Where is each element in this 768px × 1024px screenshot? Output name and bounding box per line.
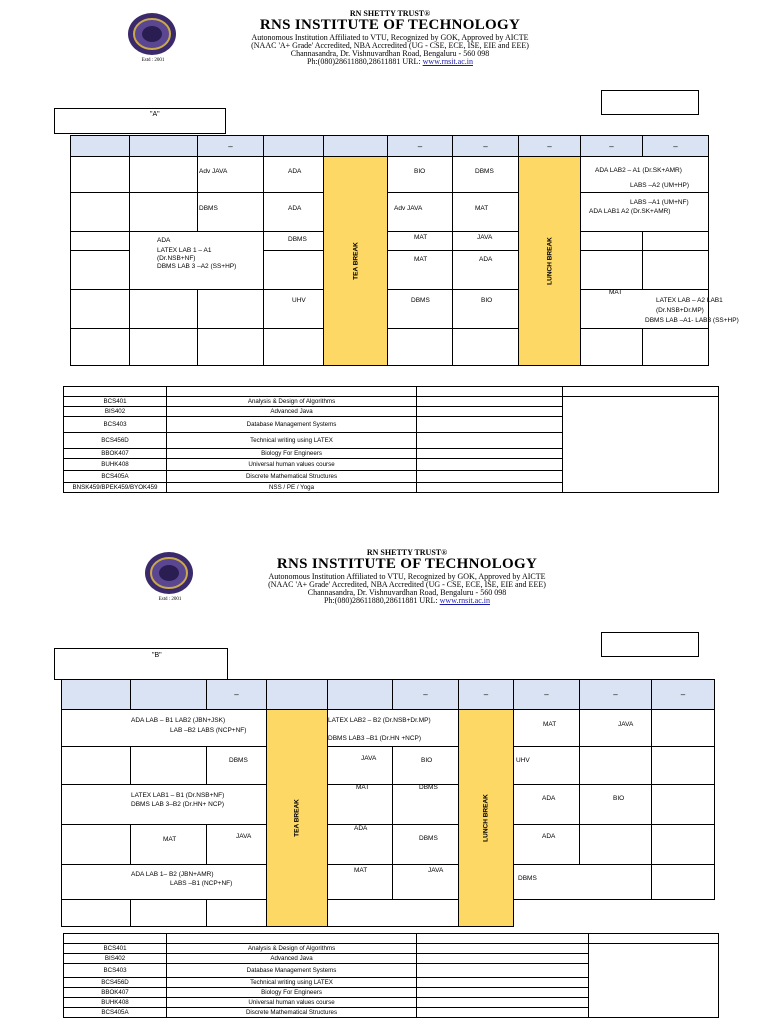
subject-cell: DBMS — [419, 784, 438, 791]
slot-cell — [328, 865, 393, 900]
lunch-break-label: LUNCH BREAK — [546, 237, 553, 285]
subject-cell: MAT — [543, 721, 557, 728]
lab-text: LABS –A2 (UM+HP) — [630, 182, 690, 189]
rns-logo-icon — [144, 551, 194, 595]
lab-cell — [581, 157, 709, 193]
top-right-box-a — [601, 90, 699, 115]
slot-cell — [393, 865, 459, 900]
slot-cell — [514, 825, 580, 865]
tea-break-column — [324, 157, 388, 366]
slot-cell — [580, 747, 652, 785]
institute-header-b — [142, 548, 612, 610]
header-slot-4: – — [388, 136, 453, 157]
subject-cell: MAT — [414, 256, 428, 263]
header-line-4 — [202, 597, 612, 605]
subject-cell: MAT — [414, 234, 428, 241]
lab-text: LATEX LAB2 – B2 (Dr.NSB+Dr.MP) — [328, 717, 431, 724]
slot-cell — [453, 232, 519, 251]
slot-cell — [388, 157, 453, 193]
slot-cell — [652, 785, 715, 825]
header-lunch: – — [459, 680, 514, 710]
slot-cell — [130, 290, 198, 329]
slot-cell — [453, 329, 519, 366]
slot-cell — [131, 747, 207, 785]
day-cell — [71, 193, 130, 232]
subject-code: BCS456D — [64, 978, 167, 988]
subject-code: BUHK408 — [64, 459, 167, 471]
header-slot-3 — [328, 680, 393, 710]
slot-cell — [264, 157, 324, 193]
slot-cell — [393, 747, 459, 785]
header-slot-7: – — [652, 680, 715, 710]
day-cell — [71, 232, 130, 251]
header-slot-2: – — [198, 136, 264, 157]
phone-text: Ph:(080)28611880,28611881 URL: — [307, 57, 423, 66]
lunch-break-column — [459, 710, 514, 927]
subject-name: Technical writing using LATEX — [167, 433, 417, 449]
subject-cell: JAVA — [428, 867, 444, 874]
slot-cell — [264, 329, 324, 366]
slot-cell — [207, 900, 267, 927]
slot-cell — [453, 251, 519, 290]
slot-cell — [388, 232, 453, 251]
slot-cell — [207, 747, 267, 785]
lab-text: ADA LAB 1– B2 (JBN+AMR) — [131, 871, 214, 878]
header-day — [62, 680, 131, 710]
subject-name: Analysis & Design of Algorithms — [167, 397, 417, 407]
lunch-break-label: LUNCH BREAK — [482, 794, 490, 842]
faculty-cell — [417, 407, 563, 417]
subject-code: BCS403 — [64, 964, 167, 978]
subject-cell: UHV — [516, 757, 530, 764]
day-cell — [71, 251, 130, 290]
slot-cell — [388, 193, 453, 232]
subject-cell: BIO — [414, 168, 426, 175]
website-link[interactable]: www.rnsit.ac.in — [422, 57, 473, 66]
header-line-3: Channasandra, Dr. Vishnuvardhan Road, Bengaluru - 560 098 — [307, 588, 507, 597]
subject-header-cell — [417, 934, 589, 944]
subject-header-cell — [589, 934, 719, 944]
slot-cell — [198, 290, 264, 329]
lab-text: DBMS LAB3 –B1 (Dr.HN +NCP) — [328, 735, 422, 742]
subject-name: Universal human values course — [167, 459, 417, 471]
subject-cell: JAVA — [618, 721, 634, 728]
slot-cell — [131, 825, 207, 865]
slot-cell — [643, 329, 709, 366]
slot-cell — [580, 785, 652, 825]
subject-cell: BIO — [613, 795, 625, 802]
lab-text: DBMS LAB 3 –A2 (SS+HP) — [157, 263, 237, 270]
day-cell — [62, 747, 131, 785]
lab-text: LATEX LAB1 – B1 (Dr.NSB+NF) — [131, 792, 225, 799]
lunch-break-column — [519, 157, 581, 366]
subject-code: BCS403 — [64, 417, 167, 433]
header-slot-1 — [130, 136, 198, 157]
notes-cell — [563, 397, 719, 493]
empty-cell — [514, 900, 715, 927]
estd-label: Estd : 2001 — [141, 58, 165, 63]
subject-code: BCS456D — [64, 433, 167, 449]
subject-cell: MAT — [475, 205, 489, 212]
estd-label: Estd : 2001 — [158, 597, 182, 602]
institute-header-a — [125, 9, 595, 71]
lab-text: LABS –A1 (UM+NF) — [630, 199, 689, 206]
faculty-cell — [417, 998, 589, 1008]
slot-cell — [130, 193, 198, 232]
header-slot-6: – — [580, 680, 652, 710]
slot-cell — [264, 193, 324, 232]
subject-name: Database Management Systems — [167, 417, 417, 433]
header-day — [71, 136, 130, 157]
header-tea — [267, 680, 328, 710]
lab-cell — [581, 289, 739, 329]
timetable-a — [70, 135, 739, 366]
header-line-2: (NAAC 'A+ Grade' Accredited, NBA Accredited (UG - CSE, ECE, ISE, EIE and EEE) — [251, 41, 529, 50]
day-cell — [62, 900, 131, 927]
subject-code: BIS402 — [64, 407, 167, 417]
day-cell — [62, 825, 131, 865]
faculty-cell — [417, 978, 589, 988]
slot-cell — [388, 329, 453, 366]
lab-text: LABS –B1 (NCP+NF) — [170, 880, 233, 887]
subject-cell: DBMS — [411, 297, 430, 304]
subject-cell: ADA — [288, 168, 302, 175]
section-label-b: "B" — [152, 652, 162, 659]
faculty-cell — [417, 433, 563, 449]
day-cell — [71, 290, 130, 329]
slot-cell — [328, 825, 393, 865]
subject-code: BNSK459/BPEK459/BYOK459 — [64, 483, 167, 493]
subject-cell: ADA — [542, 795, 556, 802]
faculty-cell — [417, 459, 563, 471]
faculty-cell — [417, 471, 563, 483]
slot-cell — [130, 157, 198, 193]
lab-text: LATEX LAB – A2 LAB1 — [656, 297, 723, 304]
section-label-box-b — [54, 648, 228, 680]
subject-cell: MAT — [609, 289, 623, 296]
faculty-cell — [417, 483, 563, 493]
subject-name: Discrete Mathematical Structures — [167, 1008, 417, 1018]
rns-logo-icon — [127, 12, 177, 56]
slot-cell — [264, 290, 324, 329]
header-line-2: (NAAC 'A+ Grade' Accredited, NBA Accredited (UG - CSE, ECE, ISE, EIE and EEE) — [268, 580, 546, 589]
slot-cell — [198, 157, 264, 193]
subject-name: Discrete Mathematical Structures — [167, 471, 417, 483]
day-cell — [71, 329, 130, 366]
slot-cell — [388, 251, 453, 290]
slot-cell — [581, 251, 643, 290]
tea-break-label: TEA BREAK — [352, 242, 359, 280]
subject-header-cell — [167, 934, 417, 944]
section-label-box-a — [54, 108, 226, 134]
timetable-b — [61, 679, 715, 927]
slot-cell — [580, 710, 652, 747]
header-slot-5: – — [453, 136, 519, 157]
subject-code: BCS401 — [64, 944, 167, 954]
subject-name: Database Management Systems — [167, 964, 417, 978]
subject-header-cell — [64, 387, 167, 397]
top-right-box-b — [601, 632, 699, 657]
trust-name: RN SHETTY TRUST® — [366, 548, 448, 557]
subject-cell: DBMS — [419, 835, 438, 842]
subject-name: Analysis & Design of Algorithms — [167, 944, 417, 954]
slot-cell — [514, 747, 580, 785]
institute-name: RNS INSTITUTE OF TECHNOLOGY — [259, 17, 521, 33]
header-slot-7: – — [581, 136, 643, 157]
subject-cell: Adv JAVA — [199, 168, 228, 175]
tea-break-column — [267, 710, 328, 927]
subject-table-b — [63, 933, 719, 1018]
slot-cell — [453, 193, 519, 232]
lab-text: LATEX LAB 1 – A1 — [157, 247, 212, 254]
slot-cell — [328, 900, 459, 927]
header-slot-5: – — [514, 680, 580, 710]
header-line-1: Autonomous Institution Affiliated to VTU, Recognized by GOK, Approved by AICTE — [268, 572, 546, 581]
faculty-cell — [417, 944, 589, 954]
header-slot-4: – — [393, 680, 459, 710]
header-line-4 — [185, 58, 595, 66]
section-label-a: "A" — [150, 111, 160, 118]
slot-cell — [453, 157, 519, 193]
subject-name: Biology For Engineers — [167, 988, 417, 998]
slot-cell — [130, 329, 198, 366]
subject-code: BCS401 — [64, 397, 167, 407]
subject-cell: DBMS — [518, 875, 537, 882]
subject-cell: MAT — [356, 784, 370, 791]
slot-cell — [393, 785, 459, 825]
slot-cell — [581, 329, 643, 366]
lab-cell — [62, 865, 267, 900]
slot-cell — [198, 329, 264, 366]
tea-break-label: TEA BREAK — [293, 799, 301, 837]
subject-code: BUHK408 — [64, 998, 167, 1008]
slot-cell — [643, 251, 709, 290]
faculty-cell — [417, 397, 563, 407]
faculty-cell — [417, 449, 563, 459]
slot-cell — [393, 825, 459, 865]
subject-table-a — [63, 386, 719, 493]
faculty-cell — [417, 1008, 589, 1018]
subject-cell: ADA — [542, 833, 556, 840]
lab-cell — [62, 710, 267, 747]
slot-cell — [264, 251, 324, 290]
notes-cell — [589, 944, 719, 1018]
subject-cell: DBMS — [199, 205, 218, 212]
header-slot-1 — [131, 680, 207, 710]
subject-cell: UHV — [292, 297, 306, 304]
subject-cell: JAVA — [361, 755, 377, 762]
slot-cell — [652, 747, 715, 785]
slot-cell — [652, 825, 715, 865]
subject-cell: BIO — [481, 297, 493, 304]
subject-header-cell — [563, 387, 719, 397]
phone-text: Ph:(080)28611880,28611881 URL: — [324, 596, 440, 605]
subject-cell: JAVA — [477, 234, 493, 241]
lab-text: (Dr.NSB+NF) — [157, 255, 196, 262]
website-link[interactable]: www.rnsit.ac.in — [439, 596, 490, 605]
slot-cell — [328, 747, 393, 785]
subject-cell: ADA — [479, 256, 493, 263]
slot-cell — [580, 825, 652, 865]
subject-code: BCS405A — [64, 1008, 167, 1018]
header-line-1: Autonomous Institution Affiliated to VTU, Recognized by GOK, Approved by AICTE — [251, 33, 529, 42]
slot-cell — [514, 785, 580, 825]
lab-cell — [581, 193, 709, 232]
faculty-cell — [417, 417, 563, 433]
slot-cell — [652, 865, 715, 900]
lab-text: ADA LAB2 – A1 (Dr.SK+AMR) — [595, 167, 682, 174]
subject-cell: DBMS — [229, 757, 248, 764]
slot-cell — [453, 290, 519, 329]
slot-cell — [198, 193, 264, 232]
subject-cell: MAT — [354, 867, 368, 874]
subject-cell: JAVA — [236, 833, 252, 840]
header-slot-6: – — [519, 136, 581, 157]
faculty-cell — [417, 988, 589, 998]
subject-cell: DBMS — [475, 168, 494, 175]
header-slot-2: – — [207, 680, 267, 710]
subject-cell: ADA — [354, 825, 368, 832]
lab-text: DBMS LAB –A1- LAB3 (SS+HP) — [645, 317, 739, 324]
subject-name: Technical writing using LATEX — [167, 978, 417, 988]
subject-name: Advanced Java — [167, 407, 417, 417]
subject-name: Universal human values course — [167, 998, 417, 1008]
institute-name: RNS INSTITUTE OF TECHNOLOGY — [276, 556, 538, 572]
subject-cell: Adv JAVA — [394, 205, 423, 212]
subject-name: Advanced Java — [167, 954, 417, 964]
subject-name: NSS / PE / Yoga — [167, 483, 417, 493]
slot-cell — [652, 710, 715, 747]
subject-code: BCS405A — [64, 471, 167, 483]
subject-header-cell — [417, 387, 563, 397]
lab-text: ADA LAB1 A2 (Dr.SK+AMR) — [589, 208, 671, 215]
trust-name: RN SHETTY TRUST® — [349, 9, 431, 18]
slot-cell — [131, 900, 207, 927]
slot-cell — [643, 232, 709, 251]
faculty-cell — [417, 964, 589, 978]
lab-text: (Dr.NSB+Dr.MP) — [656, 307, 704, 314]
slot-cell — [581, 232, 643, 251]
header-line-3: Channasandra, Dr. Vishnuvardhan Road, Bengaluru - 560 098 — [290, 49, 490, 58]
lab-text: DBMS LAB 3–B2 (Dr.HN+ NCP) — [131, 801, 225, 808]
subject-code: BIS402 — [64, 954, 167, 964]
lab-text: ADA LAB – B1 LAB2 (JBN+JSK) — [131, 717, 226, 724]
subject-cell: DBMS — [288, 236, 307, 243]
lab-cell — [130, 232, 264, 290]
lab-cell — [62, 785, 267, 825]
subject-cell: MAT — [163, 836, 177, 843]
header-slot-3 — [324, 136, 388, 157]
slot-cell — [514, 865, 652, 900]
lab-cell — [328, 710, 459, 747]
day-cell — [71, 157, 130, 193]
subject-code: BBOK407 — [64, 988, 167, 998]
faculty-cell — [417, 954, 589, 964]
slot-cell — [264, 232, 324, 251]
header-tea — [264, 136, 324, 157]
subject-header-cell — [64, 934, 167, 944]
subject-code: BBOK407 — [64, 449, 167, 459]
lab-text: LAB –B2 LABS (NCP+NF) — [170, 727, 247, 734]
header-slot-8: – — [643, 136, 709, 157]
slot-cell — [388, 290, 453, 329]
subject-name: Biology For Engineers — [167, 449, 417, 459]
slot-cell — [514, 710, 580, 747]
subject-cell: ADA — [157, 237, 171, 244]
subject-cell: BIO — [421, 757, 433, 764]
subject-cell: ADA — [288, 205, 302, 212]
slot-cell — [328, 785, 393, 825]
subject-header-cell — [167, 387, 417, 397]
slot-cell — [207, 825, 267, 865]
